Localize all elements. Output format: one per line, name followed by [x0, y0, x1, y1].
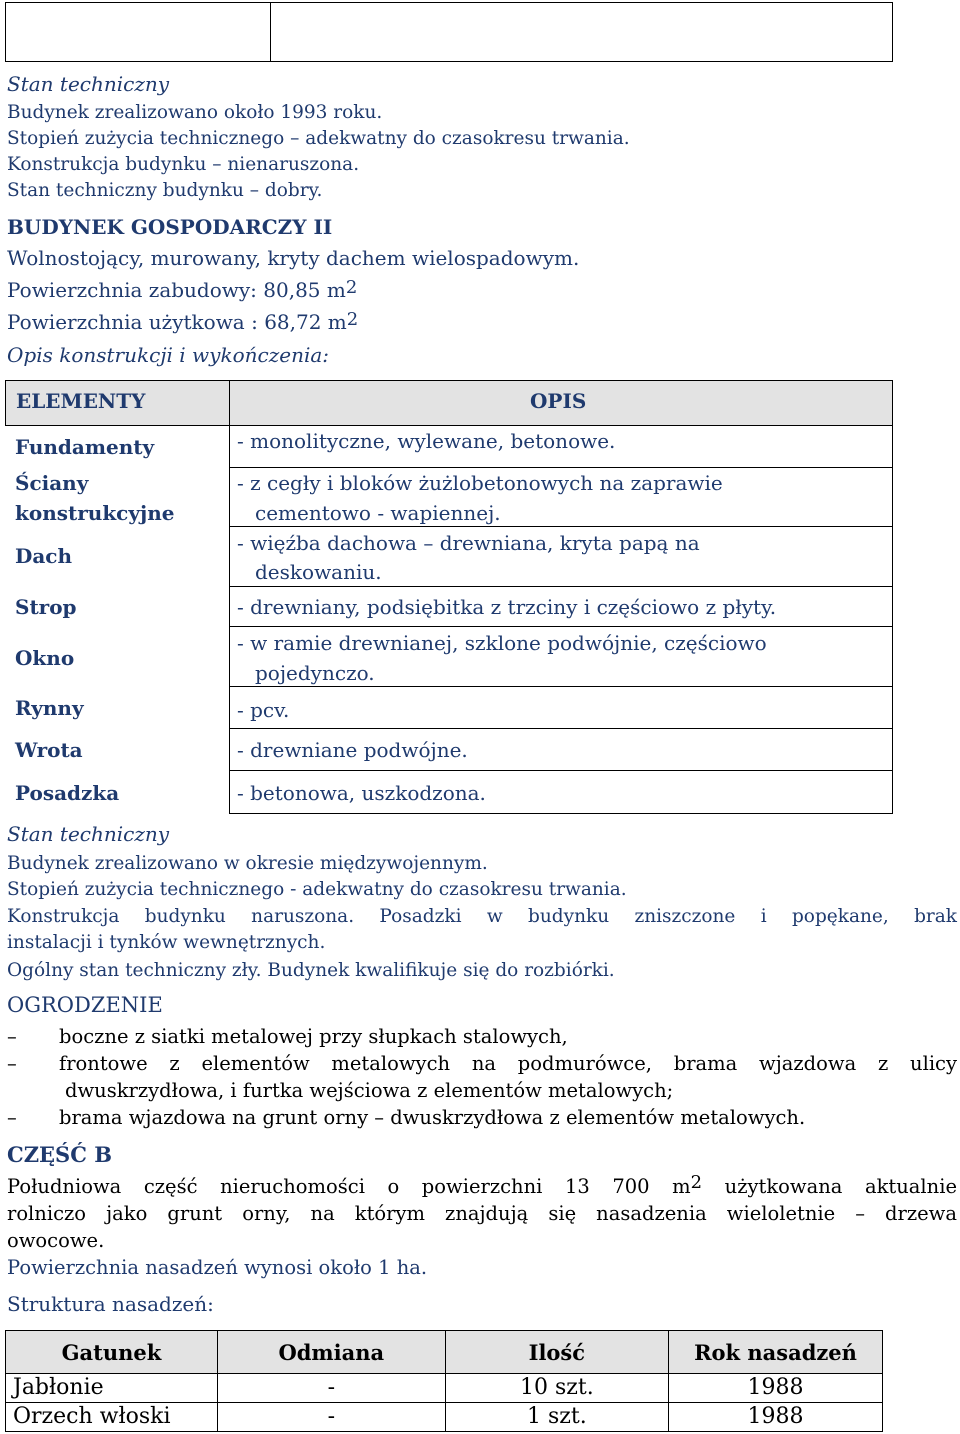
elements-table: [5, 380, 893, 814]
dash-marker: –: [7, 1025, 17, 1048]
element-description: deskowaniu.: [255, 560, 382, 584]
usable-area: Powierzchnia użytkowa : 68,72 $m^2$: [7, 309, 359, 334]
cell-species: Jabłonie: [6, 1374, 218, 1403]
cell-variety: -: [217, 1403, 445, 1432]
element-description: - z cegły i bloków żużlobetonowych na zaprawie: [237, 471, 723, 495]
dash-marker: –: [7, 1052, 17, 1075]
element-description: - monolityczne, wylewane, betonowe.: [237, 429, 616, 453]
cell-species: Orzech włoski: [6, 1403, 218, 1432]
construction-heading: Opis konstrukcji i wykończenia:: [7, 343, 330, 367]
paragraph-line: rolniczo jako grunt orny, na którym znajdują się nasadzenia wieloletnie – drzewa: [7, 1202, 957, 1225]
cell-year: 1988: [669, 1374, 883, 1403]
element-label: Posadzka: [15, 781, 120, 805]
element-description: - pcv.: [237, 698, 290, 722]
paragraph-line: Powierzchnia nasadzeń wynosi około 1 ha.: [7, 1256, 428, 1279]
fence-item: – frontowe z elementów metalowych na podmurówce, brama wjazdowa z ulicy: [7, 1052, 957, 1075]
element-description: cementowo - wapiennej.: [255, 501, 501, 525]
element-label: konstrukcyjne: [15, 501, 175, 525]
element-label: Strop: [15, 595, 77, 619]
paragraph-line: Południowa część nieruchomości o powierzchni 13 700 $m^2$ użytkowana aktualnie: [7, 1172, 957, 1198]
element-description: - więźba dachowa – drewniana, kryta papą na: [237, 531, 700, 555]
empty-header-table: [5, 2, 893, 62]
column-header: Ilość: [445, 1331, 668, 1374]
dash-marker: –: [7, 1106, 17, 1129]
cell-year: 1988: [669, 1403, 883, 1432]
part-b-title: CZĘŚĆ B: [7, 1142, 112, 1167]
fence-item-continuation: dwuskrzydłowa, i furtka wejściowa z elementów metalowych;: [65, 1079, 674, 1102]
built-area: Powierzchnia zabudowy: 80,85 $m^2$: [7, 277, 358, 302]
column-header: Odmiana: [217, 1331, 445, 1374]
element-description: - drewniane podwójne.: [237, 738, 468, 762]
section-heading-technical-state: Stan techniczny: [7, 72, 170, 96]
element-description: - drewniany, podsiębitka z trzciny i częściowo z płyty.: [237, 595, 777, 619]
element-label: Rynny: [15, 696, 84, 720]
header-cell-description: OPIS: [229, 380, 893, 426]
element-description: - w ramie drewnianej, szklone podwójnie, częściowo: [237, 631, 767, 655]
column-header: Gatunek: [6, 1331, 218, 1374]
text-line: instalacji i tynków wewnętrznych.: [7, 932, 326, 953]
fence-item: – brama wjazdowa na grunt orny – dwuskrzydłowa z elementów metalowych.: [7, 1106, 806, 1129]
column-header: Rok nasadzeń: [669, 1331, 883, 1374]
cell-quantity: 10 szt.: [445, 1374, 668, 1403]
element-label: Ściany: [15, 471, 89, 495]
building-title: BUDYNEK GOSPODARCZY II: [7, 215, 333, 239]
cell-quantity: 1 szt.: [445, 1403, 668, 1432]
text-line: Stopień zużycia technicznego - adekwatny do czasokresu trwania.: [7, 879, 627, 900]
text-line: Stan techniczny budynku – dobry.: [7, 180, 323, 201]
header-cell-elements: ELEMENTY: [5, 380, 229, 426]
element-description: pojedynczo.: [255, 661, 375, 685]
text-line: Budynek zrealizowano w okresie międzywojennym.: [7, 853, 488, 874]
element-description: - betonowa, uszkodzona.: [237, 781, 486, 805]
section-heading-technical-state: Stan techniczny: [7, 822, 170, 846]
text-line: Stopień zużycia technicznego – adekwatny do czasokresu trwania.: [7, 128, 630, 149]
table-row: [6, 1374, 883, 1403]
table-row: [6, 1403, 883, 1432]
row-divider: [229, 770, 893, 771]
text-line: Budynek zrealizowano około 1993 roku.: [7, 102, 383, 123]
structure-heading: Struktura nasadzeń:: [7, 1292, 214, 1316]
cell-variety: -: [217, 1374, 445, 1403]
row-divider: [229, 626, 893, 627]
element-label: Okno: [15, 646, 75, 670]
table-divider: [270, 3, 271, 61]
row-divider: [229, 728, 893, 729]
fence-title: OGRODZENIE: [7, 993, 163, 1017]
element-label: Wrota: [15, 738, 83, 762]
element-label: Fundamenty: [15, 435, 155, 459]
paragraph-line: owocowe.: [7, 1229, 105, 1252]
text-line: Konstrukcja budynku – nienaruszona.: [7, 154, 360, 175]
text-line: Ogólny stan techniczny zły. Budynek kwalifikuje się do rozbiórki.: [7, 960, 615, 981]
element-label: Dach: [15, 544, 73, 568]
building-description: Wolnostojący, murowany, kryty dachem wielospadowym.: [7, 246, 580, 270]
fence-item: – boczne z siatki metalowej przy słupkach stalowych,: [7, 1025, 568, 1048]
plantings-table: [5, 1330, 883, 1432]
text-line: Konstrukcja budynku naruszona. Posadzki w budynku zniszczone i popękane, brak: [7, 906, 957, 927]
